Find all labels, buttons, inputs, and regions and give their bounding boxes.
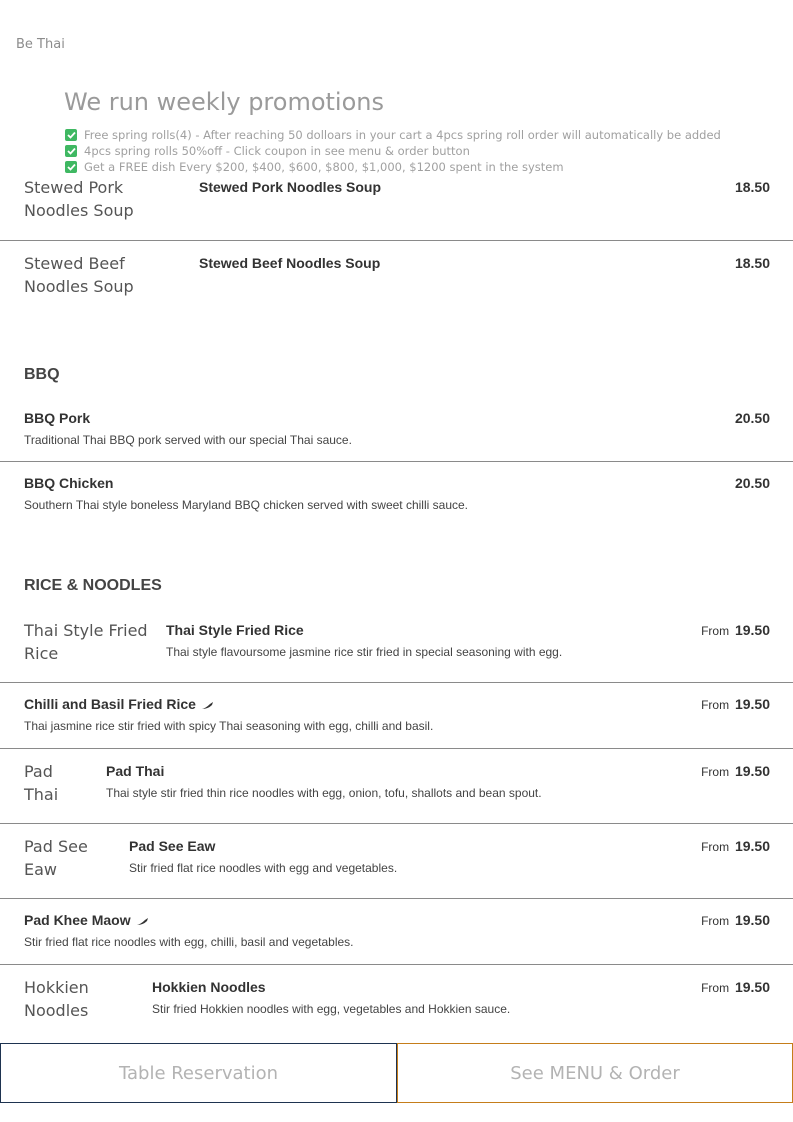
promo-title: We run weekly promotions — [64, 88, 384, 116]
item-name: BBQ Chicken — [24, 475, 114, 491]
table-reservation-button[interactable]: Table Reservation — [0, 1043, 397, 1103]
item-name: Pad See Eaw — [129, 838, 216, 854]
price-from-label: From — [701, 914, 730, 928]
item-name: BBQ Pork — [24, 410, 91, 426]
item-price — [701, 912, 770, 928]
item-name: Pad Thai — [106, 763, 165, 779]
item-price: 18.50 — [734, 179, 770, 195]
brand-name[interactable]: Be Thai — [16, 37, 65, 52]
item-description: Stir fried flat rice noodles with egg and vegetables. — [129, 861, 398, 875]
price-value: 19.50 — [734, 696, 770, 712]
promo-item — [65, 127, 721, 143]
image-alt-line: Hokkien — [24, 978, 89, 997]
item-price — [701, 979, 770, 995]
price-from-label: From — [701, 624, 730, 638]
item-price — [701, 622, 770, 638]
item-name-text: Pad Khee Maow — [24, 912, 131, 928]
item-description: Thai style flavoursome jasmine rice stir fried in special seasoning with egg. — [166, 645, 563, 659]
item-price: 20.50 — [734, 475, 770, 491]
item-description: Thai style stir fried thin rice noodles with egg, onion, tofu, shallots and bean spout. — [106, 786, 542, 800]
image-alt-line: Thai — [24, 785, 59, 804]
item-price — [701, 696, 770, 712]
menu-item-stewed-pork[interactable] — [0, 170, 793, 241]
checkmark-icon — [65, 161, 77, 173]
menu-item-pad-khee-maow[interactable] — [0, 900, 793, 965]
promo-text: Get a FREE dish Every $200, $400, $600, $800, $1,000, $1200 spent in the system — [84, 160, 564, 174]
menu-item-bbq-pork[interactable] — [0, 398, 793, 462]
checkmark-icon — [65, 129, 77, 141]
chili-icon — [136, 917, 149, 926]
menu-item-bbq-chicken[interactable] — [0, 463, 793, 527]
item-price — [701, 763, 770, 779]
image-alt-line: Noodles Soup — [24, 277, 134, 296]
menu-item-pad-thai[interactable] — [0, 750, 793, 824]
item-image-placeholder — [24, 835, 88, 881]
price-value: 19.50 — [734, 838, 770, 854]
image-alt-line: Eaw — [24, 860, 57, 879]
item-image-placeholder — [24, 619, 148, 665]
item-name: Hokkien Noodles — [152, 979, 266, 995]
promo-header — [0, 0, 793, 178]
price-value: 19.50 — [734, 622, 770, 638]
item-description: Stir fried flat rice noodles with egg, chilli, basil and vegetables. — [24, 935, 354, 949]
promo-text: 4pcs spring rolls 50%off - Click coupon in see menu & order button — [84, 144, 470, 158]
image-alt-line: Rice — [24, 644, 59, 663]
category-title-rice-noodles: RICE & NOODLES — [24, 577, 162, 594]
image-alt-line: Noodles — [24, 1001, 89, 1020]
item-image-placeholder — [24, 252, 134, 298]
promo-text: Free spring rolls(4) - After reaching 50 dolloars in your cart a 4pcs spring roll order will automatically be added — [84, 128, 721, 142]
image-alt-line: Stewed Beef — [24, 254, 125, 273]
menu-item-hokkien-noodles[interactable] — [0, 966, 793, 1042]
item-name — [24, 912, 149, 928]
see-menu-order-button[interactable]: See MENU & Order — [397, 1043, 793, 1103]
price-from-label: From — [701, 765, 730, 779]
price-value: 19.50 — [734, 912, 770, 928]
item-price: 18.50 — [734, 255, 770, 271]
image-alt-line: Stewed Pork — [24, 178, 124, 197]
menu-item-stewed-beef[interactable] — [0, 241, 793, 337]
item-description: Thai jasmine rice stir fried with spicy Thai seasoning with egg, chilli and basil. — [24, 719, 434, 733]
item-description: Traditional Thai BBQ pork served with our special Thai sauce. — [24, 433, 352, 447]
item-name — [24, 696, 214, 712]
item-description: Southern Thai style boneless Maryland BBQ chicken served with sweet chilli sauce. — [24, 498, 468, 512]
checkmark-icon — [65, 145, 77, 157]
price-value: 19.50 — [734, 763, 770, 779]
item-name: Stewed Beef Noodles Soup — [199, 255, 381, 271]
image-alt-line: Noodles Soup — [24, 201, 134, 220]
bottom-action-bar — [0, 1043, 793, 1103]
chili-icon — [201, 701, 214, 710]
price-value: 19.50 — [734, 979, 770, 995]
promo-item — [65, 159, 721, 175]
item-image-placeholder — [24, 176, 134, 222]
image-alt-line: Pad See — [24, 837, 88, 856]
category-title-bbq: BBQ — [24, 366, 60, 383]
item-price: 20.50 — [734, 410, 770, 426]
item-image-placeholder — [24, 760, 58, 806]
item-price — [701, 838, 770, 854]
menu-item-pad-see-eaw[interactable] — [0, 825, 793, 899]
image-alt-line: Pad — [24, 762, 53, 781]
promo-list — [65, 127, 721, 175]
item-name-text: Chilli and Basil Fried Rice — [24, 696, 196, 712]
item-name: Stewed Pork Noodles Soup — [199, 179, 382, 195]
price-from-label: From — [701, 840, 730, 854]
menu-item-chilli-basil-fried-rice[interactable] — [0, 684, 793, 749]
menu-item-thai-style-fried-rice[interactable] — [0, 608, 793, 683]
price-from-label: From — [701, 981, 730, 995]
item-name: Thai Style Fried Rice — [166, 622, 304, 638]
item-description: Stir fried Hokkien noodles with egg, vegetables and Hokkien sauce. — [152, 1002, 511, 1016]
promo-item — [65, 143, 721, 159]
price-from-label: From — [701, 698, 730, 712]
item-image-placeholder — [24, 976, 89, 1022]
image-alt-line: Thai Style Fried — [24, 621, 148, 640]
